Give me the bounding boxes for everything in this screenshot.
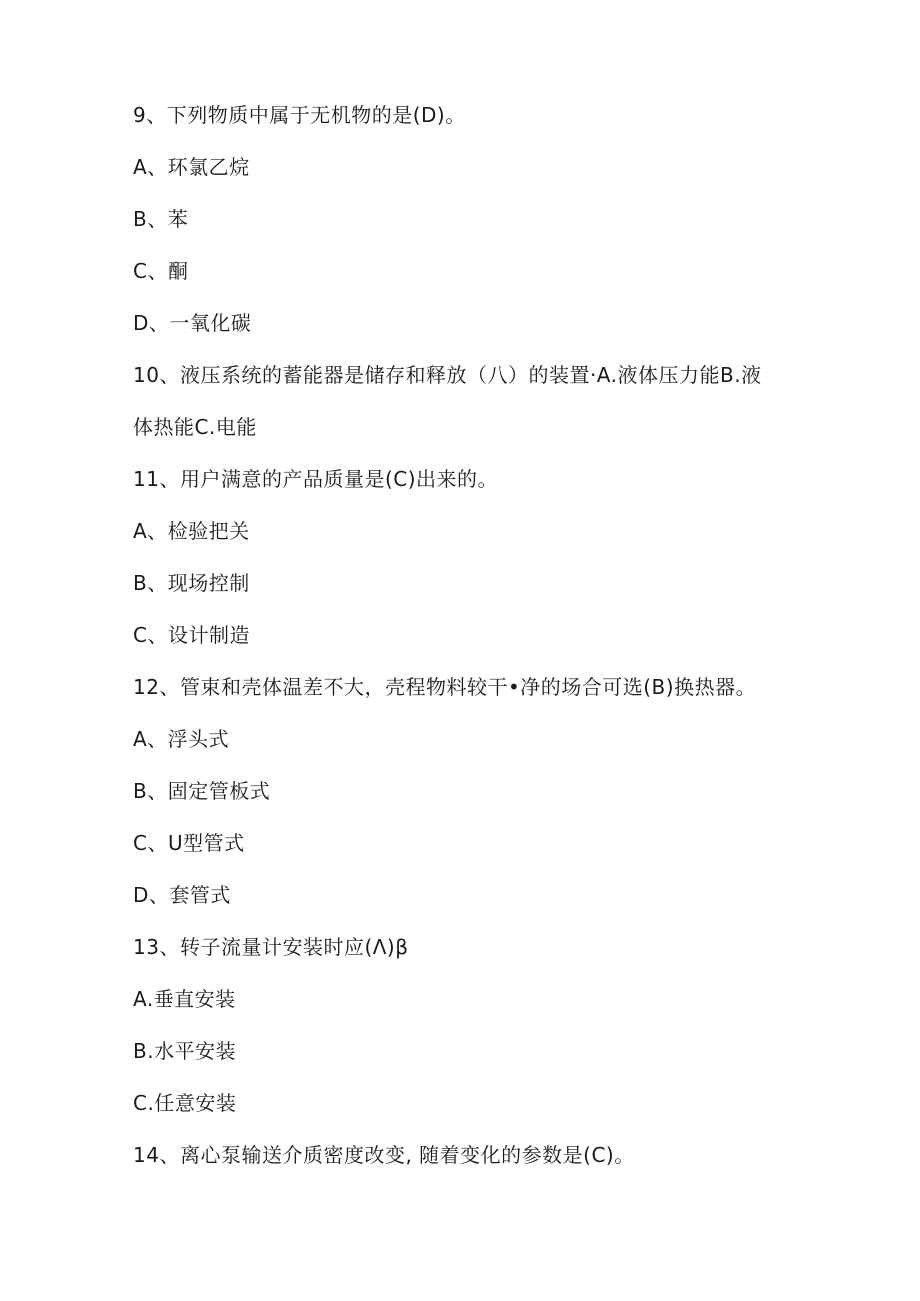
question-13: 13、转子流量计安装时应(Λ)β bbox=[133, 935, 409, 959]
option-13-c: C.任意安装 bbox=[133, 1091, 237, 1115]
question-9: 9、下列物质中属于无机物的是(D)。 bbox=[133, 103, 466, 127]
option-13-a: A.垂直安装 bbox=[133, 987, 236, 1011]
question-12: 12、管束和壳体温差不大，壳程物料较干•净的场合可选(B)换热器。 bbox=[133, 675, 757, 699]
option-11-b: B、现场控制 bbox=[133, 571, 250, 595]
option-12-c: C、U型管式 bbox=[133, 831, 245, 855]
question-11: 11、用户满意的产品质量是(C)出来的。 bbox=[133, 467, 499, 491]
option-9-b: B、苯 bbox=[133, 207, 189, 231]
question-10: 10、液压系统的蓄能器是储存和释放（八）的装置·A.液体压力能B.液 bbox=[133, 363, 762, 387]
option-9-a: A、环氯乙烷 bbox=[133, 155, 250, 179]
option-13-b: B.水平安装 bbox=[133, 1039, 237, 1063]
question-14: 14、离心泵输送介质密度改变, 随着变化的参数是(C)。 bbox=[133, 1143, 635, 1167]
option-9-d: D、一氧化碳 bbox=[133, 311, 252, 335]
option-11-a: A、检验把关 bbox=[133, 519, 250, 543]
option-12-a: A、浮头式 bbox=[133, 727, 230, 751]
option-12-d: D、套管式 bbox=[133, 883, 231, 907]
option-9-c: C、酮 bbox=[133, 259, 189, 283]
option-11-c: C、设计制造 bbox=[133, 623, 250, 647]
option-12-b: B、固定管板式 bbox=[133, 779, 271, 803]
question-10-continued: 体热能C.电能 bbox=[133, 415, 257, 439]
